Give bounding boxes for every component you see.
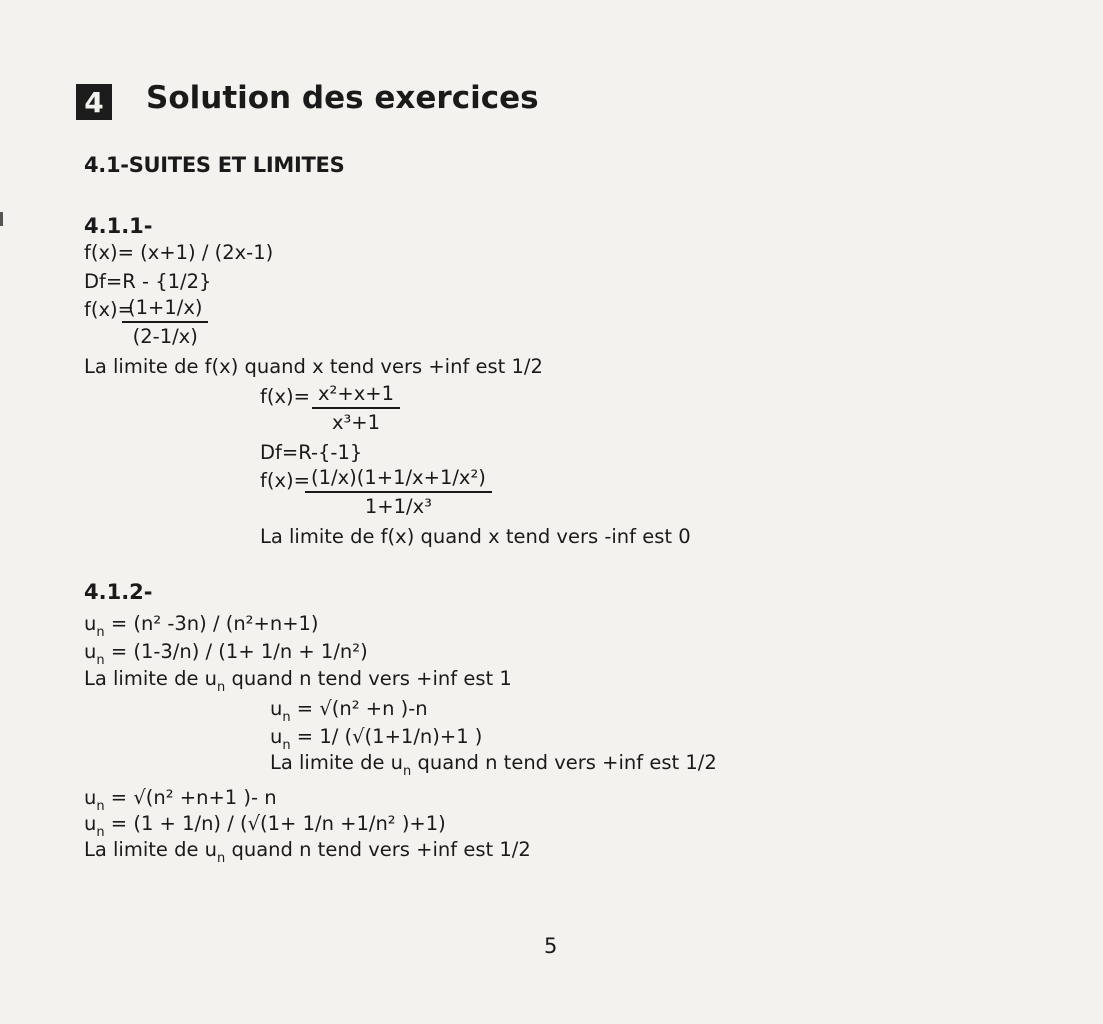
ex411-limit-2: La limite de f(x) quand x tend vers -inf est 0 xyxy=(260,525,691,548)
ex411-line-3-prefix: f(x)= xyxy=(84,298,134,321)
ex411-limit-1: La limite de f(x) quand x tend vers +inf est 1/2 xyxy=(84,355,543,378)
ex412-limit-2: La limite de $u_n$ quand n tend vers +inf est 1/2 xyxy=(270,751,717,779)
chapter-number-badge: 4 xyxy=(76,84,112,120)
ex412-line-1: $u_n = (n^2$ -3n) / (n²+n+1) xyxy=(84,612,319,640)
ex412-line-2: $u_n = (1-3/n) / (1+ 1/n + 1/n^2)$ xyxy=(84,640,368,668)
edge-mark xyxy=(0,212,3,226)
ex412-line-6: $u_n = (1 + 1/n) / (√(1+ 1/n +1/n^2$ )+1) xyxy=(84,812,446,840)
ex412-limit-3: La limite de $u_n$ quand n tend vers +inf est 1/2 xyxy=(84,838,531,866)
fraction-denominator: x³+1 xyxy=(331,411,381,434)
fraction-denominator: (2-1/x) xyxy=(132,325,198,348)
ex411-fraction-1 xyxy=(122,296,208,348)
ex412-line-4: $u_n = 1/$ (√(1+1/n)+1 ) xyxy=(270,725,483,753)
ex411-fraction-2 xyxy=(312,382,400,434)
section-heading: 4.1-SUITES ET LIMITES xyxy=(84,153,345,177)
ex412-line-5: $u_n = √(n^2 +n+1$ )- n xyxy=(84,786,277,814)
fraction-numerator: (1+1/x) xyxy=(122,296,208,323)
page-number: 5 xyxy=(544,934,558,958)
fraction-numerator: (1/x)(1+1/x+1/x²) xyxy=(305,466,492,493)
ex411-line-1: f(x)= (x+1) / (2x-1) xyxy=(84,241,274,264)
ex411-fraction-3 xyxy=(305,466,492,518)
ex412-line-3: $u_n = √(n^2 +n$ )-n xyxy=(270,697,428,725)
ex411-b-prefix: f(x)= xyxy=(260,385,310,408)
exercise-heading-411: 4.1.1- xyxy=(84,214,153,238)
ex411-b-domain: Df=R-{-1} xyxy=(260,441,363,464)
fraction-numerator: x²+x+1 xyxy=(312,382,400,409)
ex411-c-prefix: f(x)= xyxy=(260,469,310,492)
chapter-title: Solution des exercices xyxy=(146,80,539,116)
ex411-line-2: Df=R - {1/2} xyxy=(84,270,212,293)
ex412-limit-1: La limite de $u_n$ quand n tend vers +inf est 1 xyxy=(84,667,512,695)
fraction-denominator: 1+1/x³ xyxy=(364,495,432,518)
exercise-heading-412: 4.1.2- xyxy=(84,580,153,604)
